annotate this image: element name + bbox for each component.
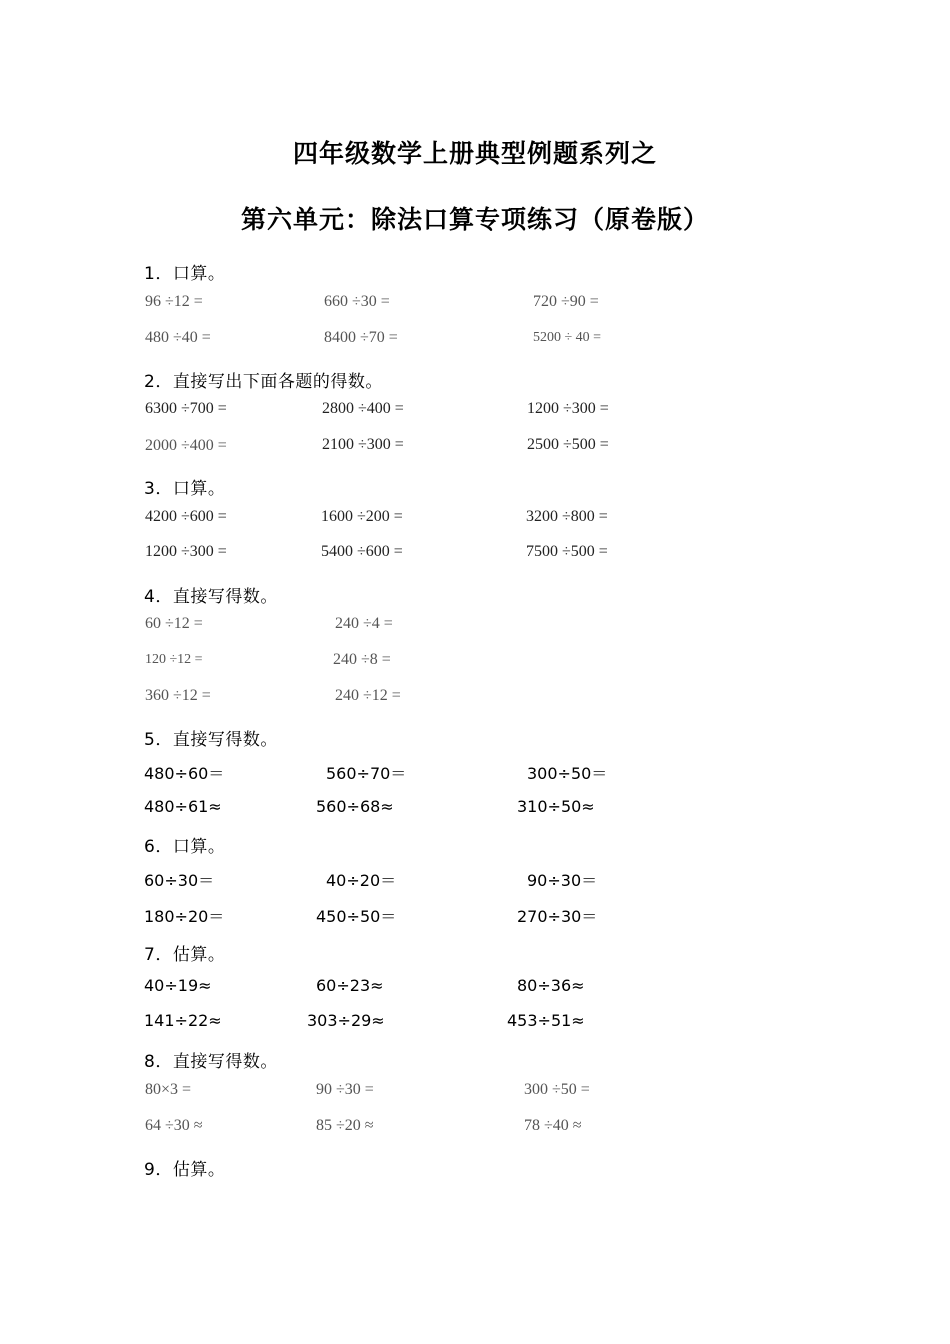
equation: 240 ÷12 = xyxy=(335,687,401,704)
equation: 560÷70＝ xyxy=(326,764,407,783)
equation: 120 ÷12 = xyxy=(145,652,203,667)
equation: 450÷50＝ xyxy=(316,907,397,926)
equation: 96 ÷12 = xyxy=(145,293,203,310)
equation: 480÷61≈ xyxy=(144,797,222,816)
equation: 1200 ÷300 = xyxy=(145,543,227,560)
equation: 4200 ÷600 = xyxy=(145,508,227,525)
equation: 3200 ÷800 = xyxy=(526,508,608,525)
equation: 660 ÷30 = xyxy=(324,293,390,310)
equation: 78 ÷40 ≈ xyxy=(524,1117,582,1134)
section-7-heading: 7．估算。 xyxy=(144,945,226,965)
equation: 720 ÷90 = xyxy=(533,293,599,310)
equation: 60 ÷12 = xyxy=(145,615,203,632)
equation: 141÷22≈ xyxy=(144,1011,222,1030)
equation: 480÷60＝ xyxy=(144,764,225,783)
section-3-heading: 3．口算。 xyxy=(144,479,226,499)
equation: 90÷30＝ xyxy=(527,871,598,890)
equation: 8400 ÷70 = xyxy=(324,329,398,346)
section-8-heading: 8．直接写得数。 xyxy=(144,1052,278,1072)
equation: 310÷50≈ xyxy=(517,797,595,816)
equation: 300 ÷50 = xyxy=(524,1081,590,1098)
equation: 1600 ÷200 = xyxy=(321,508,403,525)
equation: 5400 ÷600 = xyxy=(321,543,403,560)
equation: 2500 ÷500 = xyxy=(527,436,609,453)
equation: 80×3 = xyxy=(145,1081,192,1098)
equation: 240 ÷4 = xyxy=(335,615,393,632)
section-9-heading: 9．估算。 xyxy=(144,1160,226,1180)
page-title-line2: 第六单元：除法口算专项练习（原卷版） xyxy=(240,205,709,234)
equation: 270÷30＝ xyxy=(517,907,598,926)
section-6-heading: 6．口算。 xyxy=(144,837,226,857)
equation: 2100 ÷300 = xyxy=(322,436,404,453)
equation: 240 ÷8 = xyxy=(333,651,391,668)
equation: 80÷36≈ xyxy=(517,976,585,995)
section-4-heading: 4．直接写得数。 xyxy=(144,587,278,607)
equation: 90 ÷30 = xyxy=(316,1081,374,1098)
equation: 560÷68≈ xyxy=(316,797,394,816)
equation: 180÷20＝ xyxy=(144,907,225,926)
equation: 303÷29≈ xyxy=(307,1011,385,1030)
equation: 300÷50＝ xyxy=(527,764,608,783)
equation: 7500 ÷500 = xyxy=(526,543,608,560)
equation: 360 ÷12 = xyxy=(145,687,211,704)
section-5-heading: 5．直接写得数。 xyxy=(144,730,278,750)
equation: 453÷51≈ xyxy=(507,1011,585,1030)
equation: 64 ÷30 ≈ xyxy=(145,1117,203,1134)
equation: 2800 ÷400 = xyxy=(322,400,404,417)
equation: 60÷23≈ xyxy=(316,976,384,995)
equation: 6300 ÷700 = xyxy=(145,400,227,417)
equation: 85 ÷20 ≈ xyxy=(316,1117,374,1134)
page-title-line1: 四年级数学上册典型例题系列之 xyxy=(292,139,657,168)
equation: 2000 ÷400 = xyxy=(145,437,227,454)
equation: 40÷19≈ xyxy=(144,976,212,995)
section-2-heading: 2．直接写出下面各题的得数。 xyxy=(144,372,383,392)
section-1-heading: 1．口算。 xyxy=(144,264,226,284)
equation: 480 ÷40 = xyxy=(145,329,211,346)
equation: 40÷20＝ xyxy=(326,871,397,890)
equation: 60÷30＝ xyxy=(144,871,215,890)
equation: 1200 ÷300 = xyxy=(527,400,609,417)
equation: 5200 ÷ 40 = xyxy=(533,330,602,345)
